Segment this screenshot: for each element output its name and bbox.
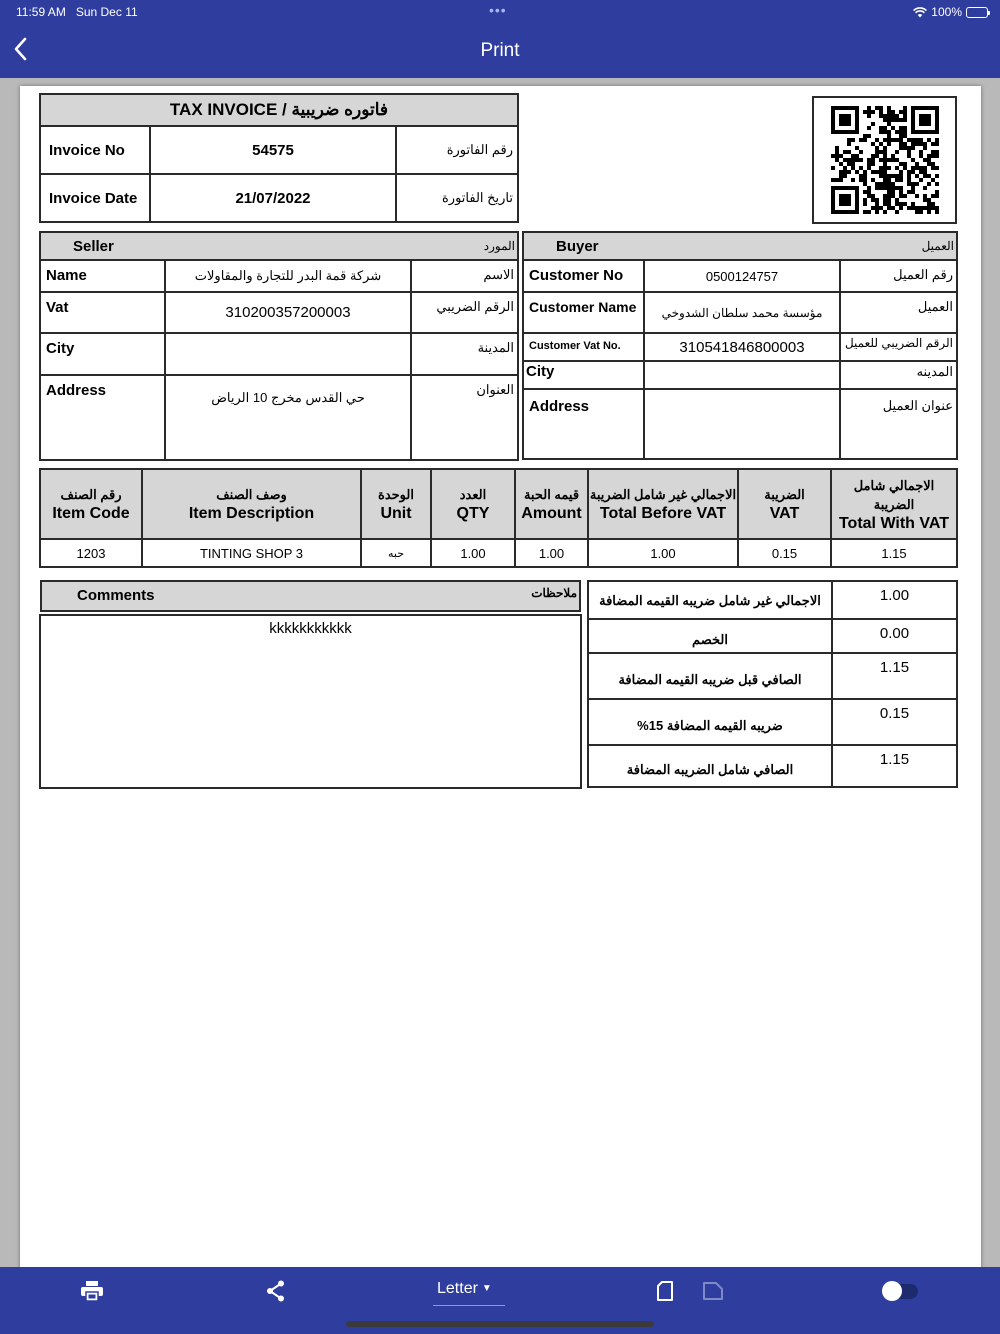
seller-city-value — [165, 333, 411, 375]
buyer-header-ar: العميل — [840, 232, 957, 260]
landscape-page-icon — [703, 1282, 723, 1300]
col-amount: قيمه الحبة Amount — [515, 469, 588, 539]
invoice-date-label-ar: تاريخ الفاتورة — [396, 174, 518, 222]
totals-table — [587, 580, 958, 788]
cell-qty: 1.00 — [431, 539, 515, 567]
battery-icon — [966, 7, 988, 18]
invoice-no-label: Invoice No — [40, 126, 150, 174]
total-before-vat-value: 1.00 — [832, 581, 957, 619]
status-time: 11:59 AM Sun Dec 11 — [16, 5, 138, 19]
buyer-header-en: Buyer — [523, 232, 840, 260]
customer-no-label-ar: رقم العميل — [840, 260, 957, 292]
portrait-page-icon — [657, 1281, 673, 1301]
table-row — [40, 174, 518, 222]
battery-percent: 100% — [931, 5, 962, 19]
buyer-address-label-ar: عنوان العميل — [840, 389, 957, 459]
customer-name-label: Customer Name — [523, 292, 644, 333]
printer-icon — [81, 1281, 103, 1301]
cell-unit: حبه — [361, 539, 431, 567]
table-row — [588, 745, 957, 787]
table-row — [40, 375, 518, 460]
discount-value: 0.00 — [832, 619, 957, 653]
wifi-icon — [913, 7, 927, 18]
seller-table — [39, 231, 519, 461]
cell-item-description: TINTING SHOP 3 — [142, 539, 361, 567]
seller-name-value: شركة قمة البدر للتجارة والمقاولات — [165, 260, 411, 292]
col-item-code: رقم الصنف Item Code — [40, 469, 142, 539]
col-unit: الوحدة Unit — [361, 469, 431, 539]
landscape-orientation-button[interactable] — [703, 1282, 723, 1305]
net-with-vat-value: 1.15 — [832, 745, 957, 787]
seller-city-label: City — [40, 333, 165, 375]
page-title: Print — [480, 40, 520, 61]
qr-code-icon — [831, 106, 939, 214]
seller-city-label-ar: المدينة — [411, 333, 518, 375]
invoice-date-label: Invoice Date — [40, 174, 150, 222]
seller-name-label-ar: الاسم — [411, 260, 518, 292]
toggle-knob — [882, 1281, 902, 1301]
cell-amount: 1.00 — [515, 539, 588, 567]
comments-header-en: Comments — [77, 587, 155, 604]
status-right — [913, 5, 988, 19]
vat-15-label: ضريبه القيمه المضافة 15% — [588, 699, 832, 745]
table-row — [40, 539, 957, 567]
comments-text: kkkkkkkkkkk — [39, 614, 582, 789]
share-button[interactable] — [266, 1280, 286, 1307]
cell-total-before-vat: 1.00 — [588, 539, 738, 567]
seller-vat-label: Vat — [40, 292, 165, 333]
col-vat: الضريبة VAT — [738, 469, 831, 539]
seller-name-label: Name — [40, 260, 165, 292]
share-icon — [266, 1280, 286, 1302]
table-row — [523, 361, 957, 389]
seller-header-ar: المورد — [411, 232, 518, 260]
table-row — [588, 653, 957, 699]
customer-name-value: مؤسسة محمد سلطان الشدوخي — [644, 292, 840, 333]
seller-address-label: Address — [40, 375, 165, 460]
customer-vat-label-ar: الرقم الضريبي للعميل — [840, 333, 957, 361]
table-row — [588, 699, 957, 745]
total-before-vat-label: الاجمالي غير شامل ضريبه القيمه المضافة — [588, 581, 832, 619]
invoice-no-label-ar: رقم الفاتورة — [396, 126, 518, 174]
invoice-info-table — [39, 93, 519, 223]
seller-vat-label-ar: الرقم الضريبي — [411, 292, 518, 333]
customer-vat-label: Customer Vat No. — [523, 333, 644, 361]
customer-no-value: 0500124757 — [644, 260, 840, 292]
settings-toggle[interactable] — [882, 1281, 920, 1301]
table-row — [588, 619, 957, 653]
table-row — [523, 292, 957, 333]
comments-header-ar: ملاحظات — [531, 586, 577, 600]
print-preview-page — [20, 86, 981, 1276]
invoice-date-value: 21/07/2022 — [150, 174, 396, 222]
buyer-address-label: Address — [523, 389, 644, 459]
table-row — [40, 126, 518, 174]
multitasking-dots-icon[interactable]: ••• — [489, 2, 507, 18]
seller-header — [40, 232, 518, 260]
buyer-city-value — [644, 361, 840, 389]
items-header-row — [40, 469, 957, 539]
net-with-vat-label: الصافي شامل الضريبه المضافة — [588, 745, 832, 787]
table-row — [40, 292, 518, 333]
buyer-address-value — [644, 389, 840, 459]
table-row — [588, 581, 957, 619]
net-before-vat-label: الصافي قبل ضريبه القيمه المضافة — [588, 653, 832, 699]
bottom-toolbar — [0, 1267, 1000, 1334]
seller-header-en: Seller — [40, 232, 411, 260]
home-indicator[interactable] — [346, 1321, 654, 1327]
print-button[interactable] — [81, 1281, 103, 1306]
invoice-no-value: 54575 — [150, 126, 396, 174]
portrait-orientation-button[interactable] — [657, 1281, 673, 1306]
qr-code — [812, 96, 957, 224]
buyer-header — [523, 232, 957, 260]
customer-no-label: Customer No — [523, 260, 644, 292]
col-qty: العدد QTY — [431, 469, 515, 539]
table-row — [523, 333, 957, 361]
cell-vat: 0.15 — [738, 539, 831, 567]
paper-size-dropdown[interactable] — [433, 1280, 505, 1306]
col-total-before-vat: الاجمالي غير شامل الضريبة Total Before VAT — [588, 469, 738, 539]
top-bar — [0, 0, 1000, 78]
buyer-city-label: City — [523, 361, 644, 389]
customer-vat-value: 310541846800003 — [644, 333, 840, 361]
customer-name-label-ar: العميل — [840, 292, 957, 333]
seller-vat-value: 310200357200003 — [165, 292, 411, 333]
buyer-table — [522, 231, 958, 460]
buyer-city-label-ar: المدينه — [840, 361, 957, 389]
vat-15-value: 0.15 — [832, 699, 957, 745]
table-row — [40, 260, 518, 292]
items-table — [39, 468, 958, 568]
table-row — [40, 333, 518, 375]
paper-size-value: Letter — [437, 1280, 478, 1297]
table-row — [523, 260, 957, 292]
col-item-description: وصف الصنف Item Description — [142, 469, 361, 539]
invoice-title: TAX INVOICE / فاتوره ضريبية — [40, 94, 518, 126]
cell-total-with-vat: 1.15 — [831, 539, 957, 567]
caret-down-icon: ▼ — [481, 1283, 492, 1294]
col-total-with-vat: الاجمالي شامل الضريبة Total With VAT — [831, 469, 957, 539]
net-before-vat-value: 1.15 — [832, 653, 957, 699]
comments-header — [40, 580, 581, 612]
cell-item-code: 1203 — [40, 539, 142, 567]
seller-address-label-ar: العنوان — [411, 375, 518, 460]
seller-address-value: حي القدس مخرج 10 الرياض — [165, 375, 411, 460]
discount-label: الخصم — [588, 619, 832, 653]
table-row — [523, 389, 957, 459]
